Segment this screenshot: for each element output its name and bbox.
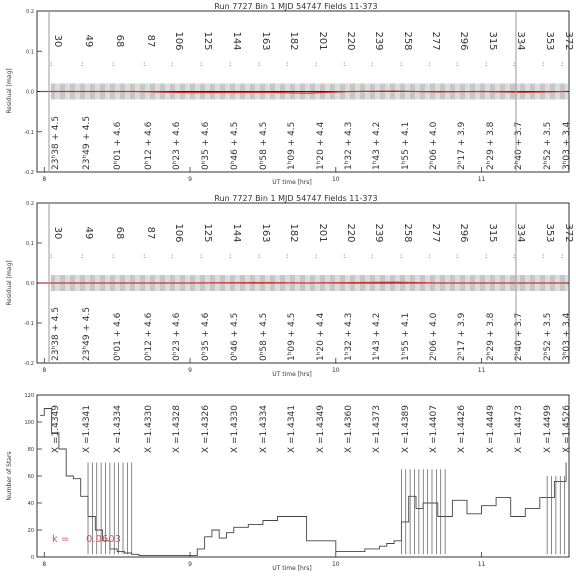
field-coordinate: 0ʰ35 + 4.6 — [201, 121, 211, 170]
residual-panel-top — [6, 2, 574, 186]
field-dot: : — [343, 60, 346, 68]
airmass-label: X =1.4449 — [486, 405, 496, 454]
field-coordinate: 23ʰ49 + 4.5 — [82, 115, 92, 170]
k-label: k = — [52, 534, 70, 545]
field-coordinate: 3ʰ03 + 3.4 — [562, 121, 572, 170]
field-coordinate: 1ʰ55 + 4.1 — [401, 121, 411, 170]
field-dot: : — [143, 60, 146, 68]
field-number: 334 — [515, 223, 526, 243]
field-number: 106 — [173, 223, 184, 243]
field-number: 220 — [345, 31, 356, 51]
field-coordinate: 1ʰ09 + 4.5 — [287, 121, 297, 170]
field-dot: : — [428, 252, 431, 260]
y-tick-label: 0.0 — [26, 89, 34, 96]
field-dot: : — [400, 60, 403, 68]
field-coordinate: 2ʰ29 + 3.8 — [486, 121, 496, 170]
field-dot: : — [456, 252, 459, 260]
x-tick-label: 10 — [331, 367, 340, 374]
y-tick-label: 100 — [24, 420, 34, 426]
airmass-label: X =1.4328 — [172, 405, 182, 454]
y-tick-label: 40 — [27, 501, 34, 507]
field-dot: : — [542, 60, 545, 68]
field-dot: : — [315, 252, 318, 260]
x-tick-label: 8 — [42, 561, 47, 568]
field-number: 144 — [231, 31, 242, 51]
x-tick-label: 11 — [477, 561, 486, 568]
field-dot: : — [171, 60, 174, 68]
field-number: 68 — [114, 34, 125, 48]
field-dot: : — [143, 252, 146, 260]
field-coordinate: 2ʰ17 + 3.9 — [457, 312, 467, 361]
field-number: 125 — [202, 31, 213, 51]
field-dot: : — [200, 60, 203, 68]
field-dot: : — [428, 60, 431, 68]
field-coordinate: 3ʰ03 + 3.4 — [562, 312, 572, 361]
y-tick-label: 0.2 — [26, 9, 34, 15]
field-coordinate: 1ʰ20 + 4.4 — [316, 312, 326, 361]
x-tick-label: 8 — [42, 367, 47, 374]
field-coordinate: 1ʰ55 + 4.1 — [401, 312, 411, 361]
field-coordinate: 1ʰ43 + 4.2 — [372, 312, 382, 361]
field-coordinate: 1ʰ20 + 4.4 — [316, 121, 326, 170]
field-number: 353 — [544, 223, 555, 243]
field-number: 296 — [458, 31, 469, 51]
field-coordinate: 0ʰ35 + 4.6 — [201, 312, 211, 361]
field-dot: : — [200, 252, 203, 260]
field-number: 372 — [563, 223, 574, 243]
field-dot: : — [81, 60, 84, 68]
airmass-label: X =1.4426 — [457, 405, 467, 454]
field-dot: : — [400, 252, 403, 260]
field-number: 106 — [173, 31, 184, 51]
field-number: 296 — [458, 223, 469, 243]
field-number: 144 — [231, 223, 242, 243]
airmass-label: X =1.4526 — [562, 405, 572, 454]
field-coordinate: 0ʰ12 + 4.6 — [144, 312, 154, 361]
field-coordinate: 0ʰ46 + 4.5 — [230, 121, 240, 170]
field-coordinate: 2ʰ52 + 3.5 — [543, 312, 553, 361]
y-tick-label: 0 — [30, 555, 34, 561]
field-coordinate: 0ʰ58 + 4.5 — [259, 312, 269, 361]
field-coordinate: 0ʰ23 + 4.6 — [172, 121, 182, 170]
field-number: 372 — [563, 31, 574, 51]
panel-1-xlabel: UT time [hrs] — [272, 179, 312, 186]
field-dot: : — [258, 252, 261, 260]
field-number: 258 — [402, 31, 413, 51]
field-coordinate: 23ʰ49 + 4.5 — [82, 306, 92, 361]
field-coordinate: 2ʰ06 + 4.0 — [429, 121, 439, 170]
field-number: 220 — [345, 223, 356, 243]
field-dot: : — [485, 60, 488, 68]
field-dot: : — [561, 60, 564, 68]
x-tick-label: 8 — [42, 176, 47, 183]
field-number: 30 — [52, 226, 63, 240]
field-coordinate: 2ʰ52 + 3.5 — [543, 121, 553, 170]
field-number: 315 — [487, 31, 498, 51]
field-number: 163 — [260, 223, 271, 243]
field-dot: : — [485, 252, 488, 260]
field-number: 201 — [317, 223, 328, 243]
x-tick-label: 9 — [188, 176, 192, 183]
airmass-label: X =1.4373 — [372, 405, 382, 454]
field-number: 315 — [487, 223, 498, 243]
field-coordinate: 2ʰ06 + 4.0 — [429, 312, 439, 361]
y-tick-label: 0.1 — [26, 241, 34, 247]
airmass-label: X =1.4499 — [543, 405, 553, 454]
panel-2-ylabel: Residual [mag] — [6, 260, 13, 306]
field-dot: : — [229, 252, 232, 260]
panel-2-xlabel: UT time [hrs] — [272, 371, 312, 378]
field-number: 201 — [317, 31, 328, 51]
field-number: 49 — [83, 226, 94, 240]
panel-3-ylabel: Number of Stars — [6, 451, 13, 501]
field-number: 182 — [288, 31, 299, 51]
airmass-label: X =1.4389 — [401, 405, 411, 454]
field-dot: : — [343, 252, 346, 260]
x-tick-label: 11 — [477, 176, 486, 183]
y-tick-label: -0.2 — [24, 170, 34, 176]
field-number: 277 — [430, 223, 441, 243]
field-number: 125 — [202, 223, 213, 243]
field-number: 87 — [145, 34, 156, 48]
field-coordinate: 2ʰ40 + 3.7 — [514, 312, 524, 361]
field-dot: : — [50, 60, 53, 68]
field-dot: : — [513, 60, 516, 68]
y-tick-label: 20 — [27, 528, 34, 534]
field-number: 30 — [52, 34, 63, 48]
field-coordinate: 0ʰ12 + 4.6 — [144, 121, 154, 170]
field-dot: : — [171, 252, 174, 260]
field-dot: : — [50, 252, 53, 260]
airmass-label: X =1.4407 — [429, 405, 439, 454]
airmass-label: X =1.4349 — [51, 405, 61, 454]
field-coordinate: 0ʰ01 + 4.6 — [113, 312, 123, 361]
field-coordinate: 0ʰ46 + 4.5 — [230, 312, 240, 361]
field-number: 49 — [83, 34, 94, 48]
y-tick-label: 0.0 — [26, 281, 34, 287]
y-tick-label: -0.2 — [24, 361, 34, 367]
field-coordinate: 0ʰ58 + 4.5 — [259, 121, 269, 170]
x-tick-label: 9 — [188, 367, 192, 374]
y-tick-label: 0.1 — [26, 49, 34, 56]
field-number: 277 — [430, 31, 441, 51]
field-coordinate: 0ʰ01 + 4.6 — [113, 121, 123, 170]
airmass-label: X =1.4341 — [82, 405, 92, 454]
field-coordinate: 0ʰ23 + 4.6 — [172, 312, 182, 361]
field-number: 239 — [373, 223, 384, 243]
residual-panel-middle — [6, 194, 574, 378]
field-dot: : — [371, 252, 374, 260]
y-tick-label: 0.2 — [26, 201, 34, 207]
airmass-label: X =1.4330 — [230, 405, 240, 454]
field-dot: : — [513, 252, 516, 260]
field-dot: : — [561, 252, 564, 260]
field-coordinate: 2ʰ40 + 3.7 — [514, 121, 524, 170]
y-tick-label: -0.1 — [24, 321, 34, 327]
panel-1-ylabel: Residual [mag] — [6, 68, 13, 114]
airmass-label: X =1.4341 — [287, 405, 297, 454]
airmass-label: X =1.4334 — [113, 405, 123, 454]
x-tick-label: 10 — [331, 561, 340, 568]
airmass-label: X =1.4360 — [344, 405, 354, 454]
field-dot: : — [112, 60, 115, 68]
y-tick-label: -0.1 — [24, 129, 34, 136]
field-number: 239 — [373, 31, 384, 51]
field-coordinate: 2ʰ17 + 3.9 — [457, 121, 467, 170]
field-dot: : — [112, 252, 115, 260]
field-coordinate: 23ʰ38 + 4.5 — [51, 306, 61, 361]
field-number: 353 — [544, 31, 555, 51]
field-dot: : — [371, 60, 374, 68]
panel-2-title: Run 7727 Bin 1 MJD 54747 Fields 11-373 — [214, 194, 378, 203]
x-tick-label: 11 — [477, 367, 486, 374]
airmass-label: X =1.4330 — [144, 405, 154, 454]
field-dot: : — [286, 60, 289, 68]
field-number: 68 — [114, 226, 125, 240]
field-dot: : — [81, 252, 84, 260]
x-tick-label: 10 — [331, 176, 340, 183]
airmass-label: X =1.4349 — [316, 405, 326, 454]
field-coordinate: 1ʰ32 + 4.3 — [344, 312, 354, 361]
field-number: 87 — [145, 226, 156, 240]
field-coordinate: 1ʰ09 + 4.5 — [287, 312, 297, 361]
field-dot: : — [258, 60, 261, 68]
field-coordinate: 23ʰ38 + 4.5 — [51, 115, 61, 170]
field-number: 258 — [402, 223, 413, 243]
airmass-label: X =1.4326 — [201, 405, 211, 454]
field-dot: : — [542, 252, 545, 260]
field-dot: : — [229, 60, 232, 68]
airmass-label: X =1.4334 — [259, 405, 269, 454]
star-count-panel — [6, 393, 572, 572]
y-tick-label: 80 — [27, 447, 34, 453]
field-dot: : — [286, 252, 289, 260]
y-tick-label: 120 — [24, 393, 34, 399]
field-number: 182 — [288, 223, 299, 243]
x-tick-label: 9 — [188, 561, 192, 568]
field-dot: : — [456, 60, 459, 68]
panel-1-title: Run 7727 Bin 1 MJD 54747 Fields 11-373 — [214, 2, 378, 11]
field-dot: : — [315, 60, 318, 68]
field-coordinate: 1ʰ43 + 4.2 — [372, 121, 382, 170]
field-number: 334 — [515, 31, 526, 51]
field-coordinate: 2ʰ29 + 3.8 — [486, 312, 496, 361]
panel-3-xlabel: UT time [hrs] — [272, 565, 312, 572]
field-number: 163 — [260, 31, 271, 51]
y-tick-label: 60 — [27, 474, 34, 480]
field-coordinate: 1ʰ32 + 4.3 — [344, 121, 354, 170]
k-value: 0.0603 — [86, 534, 121, 545]
airmass-label: X =1.4473 — [514, 405, 524, 454]
